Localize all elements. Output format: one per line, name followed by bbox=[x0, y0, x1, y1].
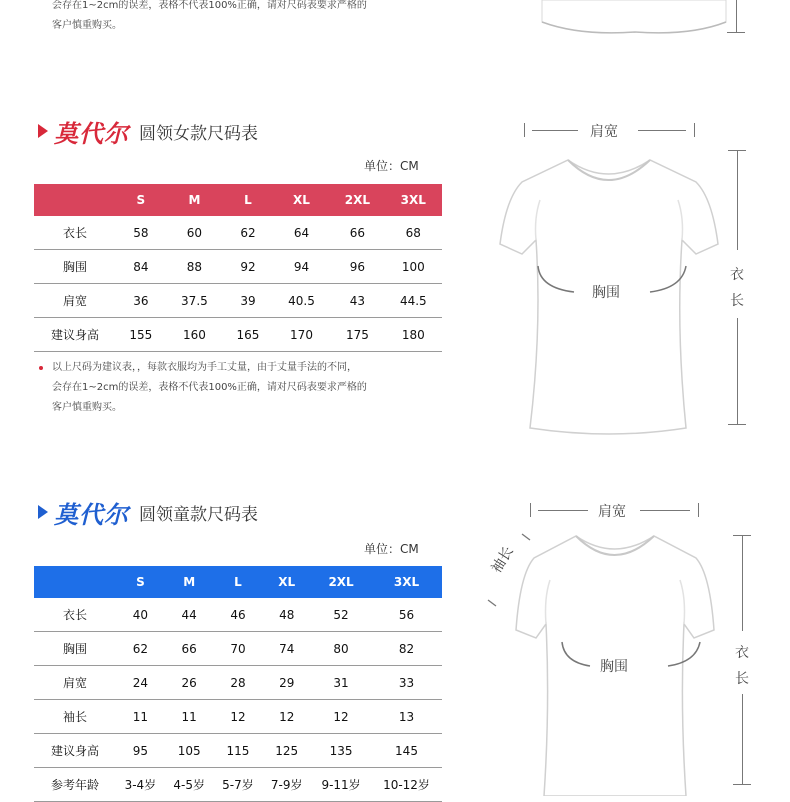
kids-shoulder-label: 肩宽 bbox=[598, 504, 626, 520]
cell: 115 bbox=[214, 734, 263, 768]
cell: 44.5 bbox=[385, 284, 442, 318]
cell: 88 bbox=[166, 250, 223, 284]
cell: 135 bbox=[311, 734, 371, 768]
cell: 33 bbox=[371, 666, 442, 700]
cell: 7-9岁 bbox=[262, 768, 311, 802]
cell: 37.5 bbox=[166, 284, 223, 318]
table-row bbox=[34, 250, 442, 284]
women-header-size: 2XL bbox=[344, 193, 371, 207]
top-shirt-partial-image bbox=[520, 0, 750, 40]
cell: 180 bbox=[385, 318, 442, 352]
cell: 11 bbox=[165, 700, 214, 734]
cell: 145 bbox=[371, 734, 442, 768]
women-header-size: S bbox=[136, 193, 146, 207]
cell: 125 bbox=[262, 734, 311, 768]
cell: 13 bbox=[371, 700, 442, 734]
kids-shoulder-tick-right bbox=[698, 503, 699, 517]
cell: 3-4岁 bbox=[116, 768, 165, 802]
women-header-blank bbox=[34, 184, 116, 216]
cell: 24 bbox=[116, 666, 165, 700]
top-note-line2: 会存在1~2cm的误差，表格不代表100%正确，请对尺码表要求严格的 bbox=[52, 0, 367, 11]
women-length-line-top bbox=[737, 150, 738, 250]
cell: 40.5 bbox=[273, 284, 330, 318]
cell: 60 bbox=[166, 216, 223, 250]
kids-triangle-icon bbox=[38, 505, 48, 519]
kids-shoulder-line-right bbox=[640, 510, 690, 511]
kids-length-tick-bottom bbox=[733, 784, 751, 785]
cell: 155 bbox=[116, 318, 166, 352]
women-header-size: M bbox=[188, 193, 201, 207]
women-length-tick-bottom bbox=[728, 424, 746, 425]
cell: 175 bbox=[330, 318, 384, 352]
cell: 40 bbox=[116, 598, 165, 632]
cell: 52 bbox=[311, 598, 371, 632]
kids-header-blank bbox=[34, 566, 116, 598]
kids-chest-curve bbox=[556, 640, 706, 676]
cell: 62 bbox=[116, 632, 165, 666]
top-length-line bbox=[736, 0, 737, 33]
cell: 170 bbox=[273, 318, 330, 352]
women-chest-label: 胸围 bbox=[592, 285, 620, 301]
row-label: 衣长 bbox=[34, 598, 116, 632]
kids-size-table bbox=[34, 566, 442, 802]
row-label: 建议身高 bbox=[34, 318, 116, 352]
women-note-line3: 客户慎重购买。 bbox=[52, 402, 122, 413]
women-size-table bbox=[34, 184, 442, 352]
cell: 36 bbox=[116, 284, 166, 318]
table-row bbox=[34, 318, 442, 352]
cell: 12 bbox=[262, 700, 311, 734]
women-length-line-bottom bbox=[737, 318, 738, 424]
women-shoulder-tick-right bbox=[694, 123, 695, 137]
kids-header-size: 2XL bbox=[328, 575, 354, 589]
women-note-line1: 以上尺码为建议表，，每款衣服均为手工丈量，由于丈量手法的不同， bbox=[52, 362, 357, 373]
kids-header-size: M bbox=[183, 575, 196, 589]
row-label: 袖长 bbox=[34, 700, 116, 734]
cell: 92 bbox=[223, 250, 273, 284]
women-length-label-2: 长 bbox=[730, 293, 744, 309]
row-label: 肩宽 bbox=[34, 666, 116, 700]
cell: 84 bbox=[116, 250, 166, 284]
row-label: 衣长 bbox=[34, 216, 116, 250]
table-row bbox=[34, 284, 442, 318]
cell: 62 bbox=[223, 216, 273, 250]
cell: 5-7岁 bbox=[214, 768, 263, 802]
women-header-row bbox=[34, 184, 442, 216]
cell: 160 bbox=[166, 318, 223, 352]
row-label: 胸围 bbox=[34, 250, 116, 284]
kids-chest-label: 胸围 bbox=[600, 659, 628, 675]
kids-length-line-bottom bbox=[742, 694, 743, 784]
cell: 46 bbox=[214, 598, 263, 632]
cell: 70 bbox=[214, 632, 263, 666]
table-row bbox=[34, 734, 442, 768]
women-header-size: 3XL bbox=[400, 193, 426, 207]
cell: 39 bbox=[223, 284, 273, 318]
women-shoulder-line-right bbox=[638, 130, 686, 131]
women-length-label-1: 衣 bbox=[730, 267, 744, 283]
row-label: 肩宽 bbox=[34, 284, 116, 318]
top-note bbox=[52, 0, 367, 36]
cell: 43 bbox=[330, 284, 384, 318]
women-note bbox=[52, 358, 367, 418]
table-row bbox=[34, 598, 442, 632]
cell: 10-12岁 bbox=[371, 768, 442, 802]
women-shoulder-label: 肩宽 bbox=[590, 124, 618, 140]
kids-length-label-2: 长 bbox=[735, 671, 749, 687]
women-note-bullet bbox=[39, 366, 43, 370]
women-shoulder-line-left bbox=[532, 130, 578, 131]
kids-length-line-top bbox=[742, 535, 743, 631]
row-label: 参考年龄 bbox=[34, 768, 116, 802]
cell: 165 bbox=[223, 318, 273, 352]
kids-header-size: XL bbox=[278, 575, 296, 589]
table-row bbox=[34, 768, 442, 802]
cell: 95 bbox=[116, 734, 165, 768]
kids-shoulder-tick-left bbox=[530, 503, 531, 517]
kids-sleeve-line bbox=[482, 530, 542, 610]
women-triangle-icon bbox=[38, 124, 48, 138]
table-row bbox=[34, 632, 442, 666]
cell: 74 bbox=[262, 632, 311, 666]
kids-shoulder-line-left bbox=[538, 510, 588, 511]
row-label: 建议身高 bbox=[34, 734, 116, 768]
women-header-size: L bbox=[244, 193, 252, 207]
kids-header-size: S bbox=[136, 575, 145, 589]
cell: 56 bbox=[371, 598, 442, 632]
cell: 31 bbox=[311, 666, 371, 700]
top-note-line3: 客户慎重购买。 bbox=[52, 20, 122, 31]
cell: 9-11岁 bbox=[311, 768, 371, 802]
cell: 68 bbox=[385, 216, 442, 250]
kids-title bbox=[38, 497, 258, 527]
women-brand: 莫代尔 bbox=[54, 118, 129, 148]
women-header-size: XL bbox=[293, 193, 310, 207]
kids-length-label-1: 衣 bbox=[735, 645, 749, 661]
kids-unit: 单位：CM bbox=[364, 542, 419, 556]
cell: 80 bbox=[311, 632, 371, 666]
kids-header-size: L bbox=[234, 575, 242, 589]
table-row bbox=[34, 666, 442, 700]
cell: 64 bbox=[273, 216, 330, 250]
cell: 96 bbox=[330, 250, 384, 284]
women-note-line2: 会存在1~2cm的误差，表格不代表100%正确，请对尺码表要求严格的 bbox=[52, 382, 367, 393]
cell: 105 bbox=[165, 734, 214, 768]
cell: 66 bbox=[165, 632, 214, 666]
cell: 66 bbox=[330, 216, 384, 250]
cell: 12 bbox=[311, 700, 371, 734]
kids-header-size: 3XL bbox=[393, 575, 420, 589]
cell: 28 bbox=[214, 666, 263, 700]
kids-header-row bbox=[34, 566, 442, 598]
cell: 100 bbox=[385, 250, 442, 284]
kids-sleeve-label: 袖长 bbox=[488, 543, 517, 577]
cell: 44 bbox=[165, 598, 214, 632]
cell: 94 bbox=[273, 250, 330, 284]
women-unit: 单位：CM bbox=[364, 159, 419, 173]
cell: 29 bbox=[262, 666, 311, 700]
women-shoulder-tick-left bbox=[524, 123, 525, 137]
cell: 12 bbox=[214, 700, 263, 734]
women-subtitle: 圆领女款尺码表 bbox=[139, 123, 258, 144]
row-label: 胸围 bbox=[34, 632, 116, 666]
women-title bbox=[38, 116, 258, 146]
cell: 11 bbox=[116, 700, 165, 734]
kids-brand: 莫代尔 bbox=[54, 499, 129, 529]
cell: 4-5岁 bbox=[165, 768, 214, 802]
cell: 82 bbox=[371, 632, 442, 666]
cell: 48 bbox=[262, 598, 311, 632]
cell: 58 bbox=[116, 216, 166, 250]
kids-subtitle: 圆领童款尺码表 bbox=[139, 504, 258, 525]
table-row bbox=[34, 700, 442, 734]
table-row bbox=[34, 216, 442, 250]
cell: 26 bbox=[165, 666, 214, 700]
